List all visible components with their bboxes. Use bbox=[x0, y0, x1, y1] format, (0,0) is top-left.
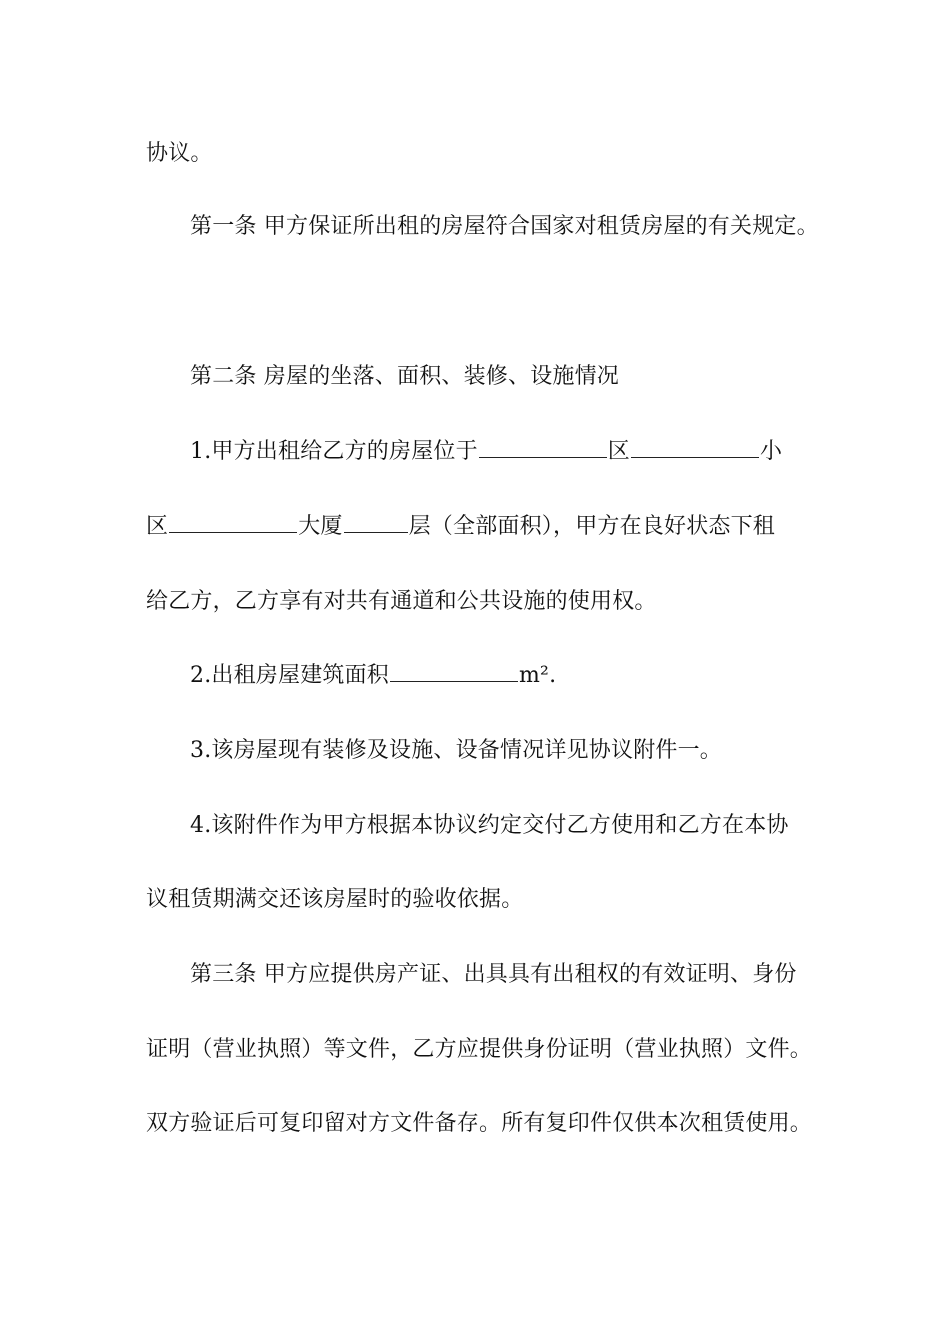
item-2-text: 2.出租房屋建筑面积 bbox=[190, 663, 389, 688]
item-4-line-2: 议租赁期满交还该房屋时的验收依据。 bbox=[146, 887, 524, 912]
article-3-line-1: 第三条 甲方应提供房产证、出具具有出租权的有效证明、身份 bbox=[190, 962, 797, 987]
item-3: 3.该房屋现有装修及设施、设备情况详见协议附件一。 bbox=[190, 738, 722, 763]
item-1-line-3: 给乙方，乙方享有对共有通道和公共设施的使用权。 bbox=[146, 589, 657, 614]
item-1-text: 1.甲方出租给乙方的房屋位于 bbox=[190, 439, 478, 464]
community-label-start: 小 bbox=[760, 439, 783, 464]
building-blank bbox=[169, 512, 297, 533]
item-1-line-1 bbox=[190, 437, 782, 467]
article-3-line-2: 证明（营业执照）等文件，乙方应提供身份证明（营业执照）文件。 bbox=[146, 1037, 813, 1062]
district-blank bbox=[479, 437, 607, 458]
district-label: 区 bbox=[607, 439, 630, 464]
article-2-heading: 第二条 房屋的坐落、面积、装修、设施情况 bbox=[190, 364, 619, 389]
area-unit: m². bbox=[519, 663, 557, 688]
item-1-line-2 bbox=[146, 512, 775, 542]
floor-blank bbox=[344, 512, 408, 533]
community-label-end: 区 bbox=[146, 514, 169, 539]
article-1: 第一条 甲方保证所出租的房屋符合国家对租赁房屋的有关规定。 bbox=[190, 214, 819, 239]
item-4-line-1: 4.该附件作为甲方根据本协议约定交付乙方使用和乙方在本协 bbox=[190, 813, 789, 838]
area-blank bbox=[390, 661, 518, 682]
floor-text: 层（全部面积），甲方在良好状态下租 bbox=[408, 514, 776, 539]
text-line: 协议。 bbox=[146, 141, 213, 166]
item-2 bbox=[190, 661, 556, 691]
community-blank bbox=[631, 437, 759, 458]
building-label: 大厦 bbox=[298, 514, 343, 539]
article-3-line-3: 双方验证后可复印留对方文件备存。所有复印件仅供本次租赁使用。 bbox=[146, 1111, 813, 1136]
